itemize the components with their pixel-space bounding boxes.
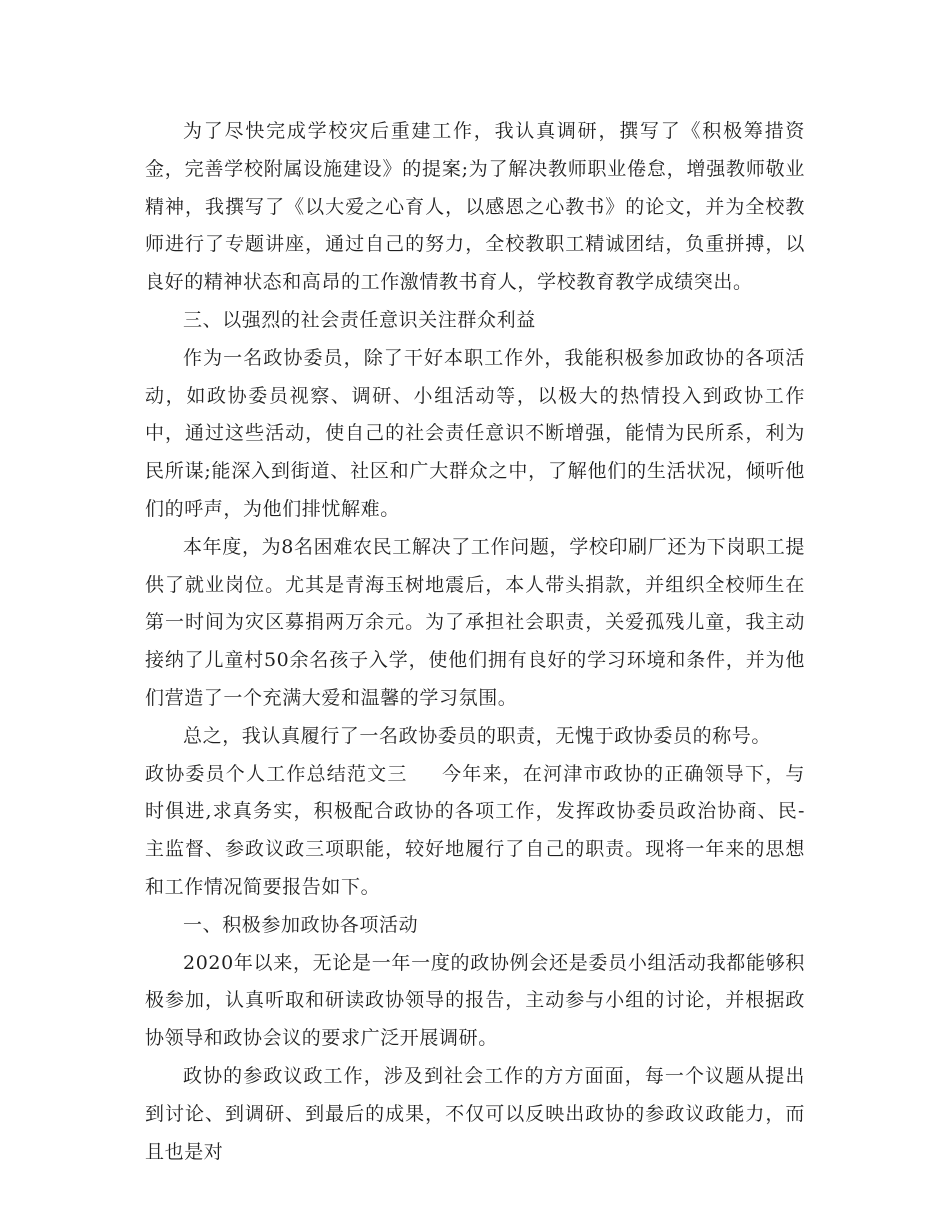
heading-social-responsibility: 三、以强烈的社会责任意识关注群众利益	[183, 308, 536, 331]
section-three-block	[145, 756, 805, 907]
paragraph-deliberation-work: 政协的参政议政工作，涉及到社会工作的方方面面，每一个议题从提出到讨论、到调研、到最后的成果，不仅可以反映出政协的参政议政能力，而且也是对	[145, 1064, 805, 1163]
paragraph-2020-participation: 2020年以来，无论是一年一度的政协例会还是委员小组活动我都能够积极参加，认真听取和研读政协领导的报告，主动参与小组的讨论，并根据政协领导和政协会议的要求广泛开展调研。	[145, 951, 805, 1050]
paragraph-annual-deeds: 本年度，为8名困难农民工解决了工作问题，学校印刷厂还为下岗职工提供了就业岗位。尤其是青海玉树地震后，本人带头捐款，并组织全校师生在第一时间为灾区募捐两万余元。为了承担社会职责，关爱孤残儿童，我主动接纳了儿童村50余名孩子入学，使他们拥有良好的学习环境和条件，并为他们营造了一个充满大爱和温馨的学习氛围。	[145, 535, 805, 709]
paragraph-reconstruction: 为了尽快完成学校灾后重建工作，我认真调研，撰写了《积极筹措资金，完善学校附属设施建设》的提案;为了解决教师职业倦怠，增强教师敬业精神，我撰写了《以大爱之心育人，以感恩之心教书》的论文，并为全校教师进行了专题讲座，通过自己的努力，全校教职工精诚团结，负重拼搏，以良好的精神状态和高昂的工作激情教书育人，学校教育教学成绩突出。	[145, 120, 805, 294]
paragraph-conclusion: 总之，我认真履行了一名政协委员的职责，无愧于政协委员的称号。	[183, 724, 772, 747]
heading-participate-activities: 一、积极参加政协各项活动	[183, 913, 419, 936]
paragraph-cppcc-activities: 作为一名政协委员，除了干好本职工作外，我能积极参加政协的各项活动，如政协委员视察、调研、小组活动等，以极大的热情投入到政协工作中，通过这些活动，使自己的社会责任意识不断增强，能情为民所系，利为民所谋;能深入到街道、社区和广大群众之中，了解他们的生活状况，倾听他们的呼声，为他们排忧解难。	[145, 346, 805, 520]
document-body	[145, 113, 805, 1171]
section-intro: 今年来，在河津市政协的正确领导下，与时俱进,求真务实，积极配合政协的各项工作，发挥政协委员政治协商、民-主监督、参政议政三项职能，较好地履行了自己的职责。现将一年来的思想和工作情况简要报告如下。	[145, 762, 805, 898]
section-title: 政协委员个人工作总结范文三	[145, 762, 408, 785]
